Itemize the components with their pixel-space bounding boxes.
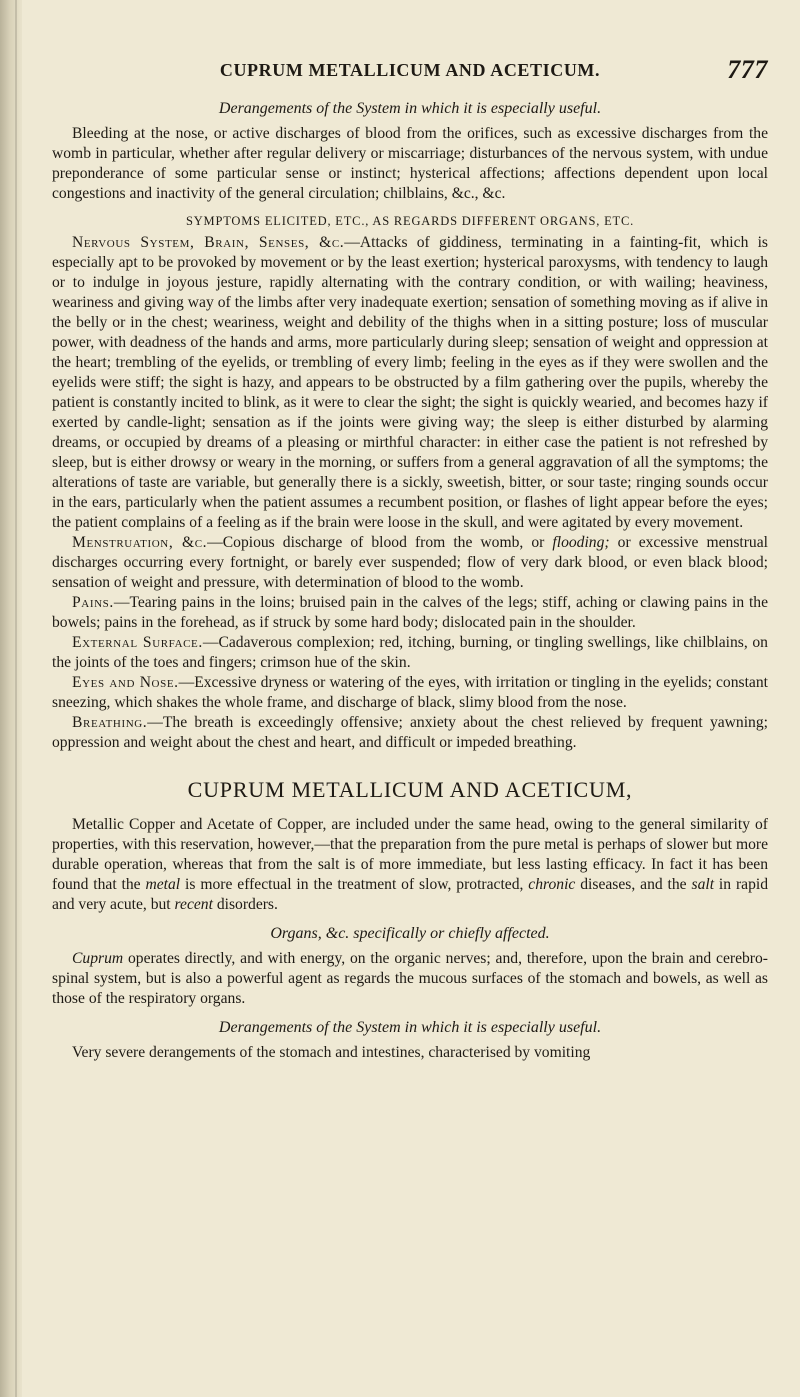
paragraph-text: diseases, and the [575, 876, 692, 893]
entry-text: —Attacks of giddiness, terminating in a fainting-fit, which is especially apt to be provoked by movement or by the least exertion; hysterical paroxysms, with tendency to laugh or to indulge in joyous jesture, rapidly alternating with the contrary condition, or with wailing; heaviness, weariness and giving way of the limbs after very inadequate exertion; sensation of something moving as if alive in the belly or in the chest; weariness, weight and debility of the thighs when in a sitting posture; loss of muscular power, with deadness of the hands and arms, more particularly during sleep; sensation of weight and oppression at the heart; trembling of the eyelids, or trembling of every limb; feeling in the eyes as if they were swollen and the eyelids were stiff; the sight is hazy, and appears to be obstructed by a film gathering over the pupils, whereby the patient is constantly incited to blink, as it were to clear the sight; the sight is quickly wearied, and becomes hazy if exerted by candle-light; sensation as if the joints were giving way; the sleep is either disturbed by alarming dreams, or occupied by dreams of a pleasing or mirthful character: in either case the patient is not refreshed by sleep, but is either drowsy or weary in the morning, or suffers from a general aggravation of all the symptoms; the alterations of taste are variable, but generally there is a sickly, sweetish, bitter, or sour taste; ringing sounds occur in the ears, particularly when the patient assumes a recumbent position, or flashes of light appear before the eyes; the patient complains of a feeling as if the brain were loose in the skull, and were agitated by every movement. [52, 234, 768, 531]
organs-paragraph [52, 949, 768, 1009]
remedy-intro-paragraph [52, 815, 768, 915]
entry-text: —Excessive dryness or watering of the eyes, with irritation or tingling in the eyelids; constant sneezing, which shakes the whole frame, and discharge of black, slimy blood from the nose. [52, 674, 768, 711]
entry-term: Breathing. [72, 714, 148, 731]
entry-term: Eyes and Nose. [72, 674, 179, 691]
entry-term: External Surface. [72, 634, 203, 651]
italic-term: salt [691, 876, 715, 893]
book-page [52, 55, 768, 1063]
italic-term: recent [174, 896, 213, 913]
symptom-entry-nervous-system [52, 233, 768, 533]
paragraph-text: is more effectual in the treatment of slow, protracted, [180, 876, 529, 893]
section-heading-organs: Organs, &c. specifically or chiefly affected. [270, 925, 550, 942]
symptom-entry-external-surface [52, 633, 768, 673]
paragraph-text: operates directly, and with energy, on the organic nerves; and, therefore, upon the brain and cerebro-spinal system, but is also a powerful agent as regards the mucous surfaces of the stomach and bowels, as well as those of the respiratory organs. [52, 950, 768, 1007]
section-heading-derangements-2: Derangements of the System in which it is especially useful. [218, 1019, 602, 1036]
entry-term: Pains. [72, 594, 114, 611]
entry-term: Nervous System, Brain, Senses, &c. [72, 234, 345, 251]
paragraph-text: disorders. [212, 896, 278, 913]
running-head [52, 55, 768, 90]
running-title: CUPRUM METALLICUM AND ACETICUM. [219, 60, 601, 80]
symptom-entry-menstruation [52, 533, 768, 593]
symptom-entry-pains [52, 593, 768, 633]
symptoms-heading: SYMPTOMS ELICITED, ETC., AS REGARDS DIFFERENT ORGANS, ETC. [185, 214, 635, 228]
section-heading-derangements: Derangements of the System in which it is especially useful. [218, 100, 602, 117]
derangements-paragraph: Bleeding at the nose, or active discharges of blood from the orifices, such as excessive discharges from the womb in particular, whether after regular delivery or miscarriage; disturbances of the nervous system, with undue preponderance of some particular sense or instinct; hysterical affections; affections dependent upon local congestions and inactivity of the general circulation; chilblains, &c., &c. [52, 125, 768, 202]
entry-text: —Tearing pains in the loins; bruised pain in the calves of the legs; stiff, aching or clawing pains in the bowels; pains in the forehead, as if struck by some hard body; dislocated pain in the shoulder. [52, 594, 768, 631]
remedy-title: CUPRUM METALLICUM AND ACETICUM, [187, 777, 633, 802]
italic-term: chronic [528, 876, 576, 893]
entry-italic: flooding; [552, 534, 610, 551]
paragraph-text: Metallic Copper and Acetate of Copper, are included under the same head, owing to the general similarity of properties, with this reservation, however,—that the preparation from the pure metal is perhaps of slower but more durable operation, whereas that from the salt is of more immediate, but less lasting efficacy. In fact it has been found that the [52, 816, 768, 893]
paragraph-text: in rapid and very acute, but [52, 876, 768, 913]
derangements-paragraph-2: Very severe derangements of the stomach and intestines, characterised by vomiting [72, 1044, 591, 1061]
entry-term: Menstruation, &c. [72, 534, 208, 551]
entry-text: —Cadaverous complexion; red, itching, burning, or tingling swellings, like chilblains, on the joints of the toes and fingers; crimson hue of the skin. [52, 634, 768, 671]
italic-term: Cuprum [72, 950, 124, 967]
entry-text: or excessive menstrual discharges occurring every fortnight, or barely ever suspended; flow of very dark blood, or even black blood; sensation of weight and pressure, with determination of blood to the womb. [52, 534, 768, 591]
symptom-entry-breathing [52, 713, 768, 753]
symptom-entry-eyes-and-nose [52, 673, 768, 713]
entry-text: —Copious discharge of blood from the womb, or [207, 534, 553, 551]
book-gutter [0, 0, 22, 1397]
page-number: 777 [727, 55, 768, 84]
italic-term: metal [145, 876, 181, 893]
entry-text: —The breath is exceedingly offensive; anxiety about the chest relieved by frequent yawning; oppression and weight about the chest and heart, and difficult or impeded breathing. [52, 714, 768, 751]
